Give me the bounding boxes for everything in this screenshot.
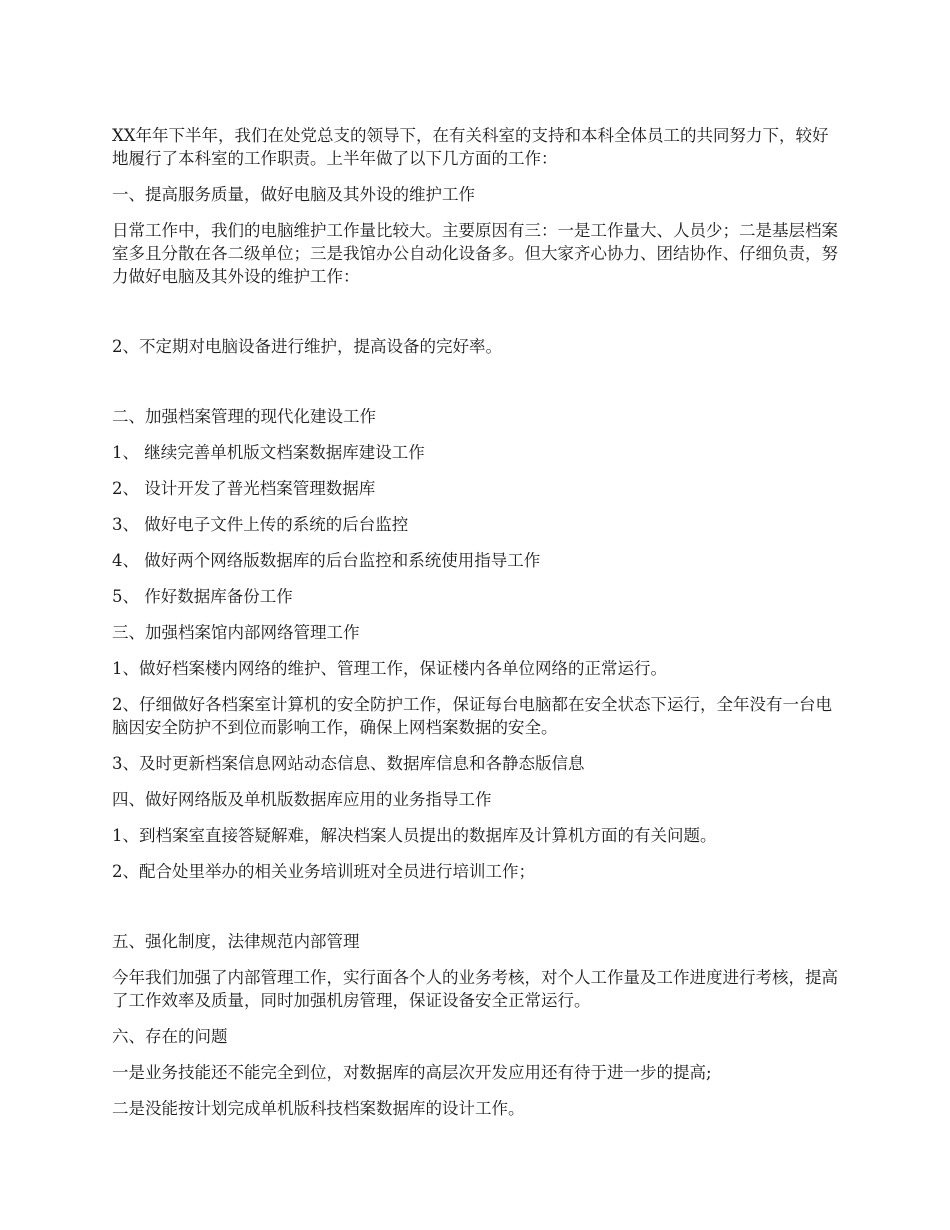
list-item-2-4: 4、 做好两个网络版数据库的后台监控和系统使用指导工作 <box>112 551 541 570</box>
list-item-2-1: 1、 继续完善单机版文档案数据库建设工作 <box>112 443 425 462</box>
list-item-3-2: 2、仔细做好各档案室计算机的安全防护工作，保证每台电脑都在安全状态下运行，全年没有一台电脑因安全防护不到位而影响工作，确保上网档案数据的安全。 <box>112 695 832 737</box>
heading-section-2: 二、加强档案管理的现代化建设工作 <box>112 407 376 426</box>
heading-section-1: 一、提高服务质量，做好电脑及其外设的维护工作 <box>112 185 475 204</box>
issue-item-2: 二是没能按计划完成单机版科技档案数据库的设计工作。 <box>112 1099 525 1118</box>
list-item-4-2: 2、配合处里举办的相关业务培训班对全员进行培训工作； <box>112 862 535 881</box>
list-item-3-1: 1、做好档案楼内网络的维护、管理工作，保证楼内各单位网络的正常运行。 <box>112 659 667 678</box>
list-item-2-3: 3、 做好电子文件上传的系统的后台监控 <box>112 515 409 534</box>
heading-section-6: 六、存在的问题 <box>112 1027 228 1046</box>
list-item-3-3: 3、及时更新档案信息网站动态信息、数据库信息和各静态版信息 <box>112 754 585 773</box>
paragraph-section-5-body: 今年我们加强了内部管理工作，实行面各个人的业务考核，对个人工作量及工作进度进行考核，提高了工作效率及质量，同时加强机房管理，保证设备安全正常运行。 <box>112 968 838 1010</box>
heading-section-3: 三、加强档案馆内部网络管理工作 <box>112 623 360 642</box>
heading-section-4: 四、做好网络版及单机版数据库应用的业务指导工作 <box>112 790 492 809</box>
heading-section-5: 五、强化制度，法律规范内部管理 <box>112 932 360 951</box>
issue-item-1: 一是业务技能还不能完全到位，对数据库的高层次开发应用还有待于进一步的提高; <box>112 1063 712 1082</box>
document-body <box>112 124 842 1133</box>
paragraph-section-1-body: 日常工作中，我们的电脑维护工作量比较大。主要原因有三：一是工作量大、人员少；二是基层档案室多且分散在各二级单位；三是我馆办公自动化设备多。但大家齐心协力、团结协作、仔细负责，努力做好电脑及其外设的维护工作： <box>112 221 838 286</box>
blank-space <box>112 896 842 930</box>
list-item-2-5: 5、 作好数据库备份工作 <box>112 587 293 606</box>
paragraph-intro: XX年年下半年，我们在处党总支的领导下，在有关科室的支持和本科全体员工的共同努力下，较好地履行了本科室的工作职责。上半年做了以下几方面的工作： <box>112 126 829 168</box>
list-item-4-1: 1、到档案室直接答疑解难，解决档案人员提出的数据库及计算机方面的有关问题。 <box>112 826 717 845</box>
blank-space <box>112 371 842 405</box>
blank-space <box>112 301 842 335</box>
list-item-1-2: 2、不定期对电脑设备进行维护，提高设备的完好率。 <box>112 337 502 356</box>
list-item-2-2: 2、 设计开发了普光档案管理数据库 <box>112 479 376 498</box>
